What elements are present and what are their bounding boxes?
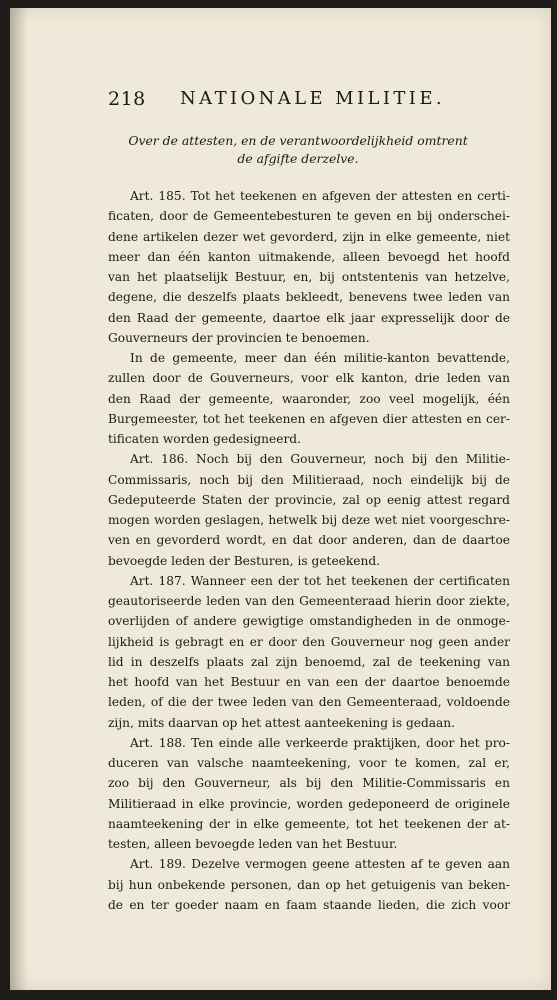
text-line: Commissaris, noch bij den Militieraad, noch eindelijk bij de <box>108 472 510 487</box>
text-line: leden, of die der twee leden van den Gemeenteraad, voldoende <box>108 695 510 710</box>
text-line: duceren van valsche naamteekening, voor te komen, zal er, <box>108 756 510 770</box>
text-line: den Raad der gemeente, daartoe elk jaar expresselijk door de <box>108 310 510 325</box>
text-line: Art. 188. Ten einde alle verkeerde praktijken, door het pro- <box>130 735 510 750</box>
page-number: 218 <box>108 88 146 110</box>
text-line: lid in deszelfs plaats zal zijn benoemd, zal de teekening van <box>108 654 510 669</box>
section-title-line: Over de attesten, en de verantwoordelijkheid omtrent <box>128 133 468 148</box>
section-title-line: de afgifte derzelve. <box>237 151 359 166</box>
text-line: dene artikelen dezer wet gevorderd, zijn in elke gemeente, niet <box>108 229 510 244</box>
text-line: van het plaatselijk Bestuur, en, bij ontstentenis van hetzelve, <box>108 270 510 284</box>
text-line: het hoofd van het Bestuur en van een der daartoe benoemde <box>108 675 510 689</box>
section-title <box>108 132 488 168</box>
text-line: de en ter goeder naam en faam staande lieden, die zich voor <box>108 897 510 912</box>
text-line: bevoegde leden der Besturen, is geteekend. <box>108 553 380 568</box>
text-line: mogen worden geslagen, hetwelk bij deze wet niet voorgeschre- <box>108 513 510 527</box>
text-line: Burgemeester, tot het teekenen en afgeven dier attesten en cer- <box>108 411 510 426</box>
text-line: lijkheid is gebragt en er door den Gouverneur nog geen ander <box>108 634 510 649</box>
text-line: Art. 186. Noch bij den Gouverneur, noch bij den Militie- <box>130 452 510 467</box>
page-header <box>108 88 445 114</box>
text-line: Art. 185. Tot het teekenen en afgeven der attesten en certi- <box>130 189 510 203</box>
text-line: zijn, mits daarvan op het attest aanteekening is gedaan. <box>108 715 456 730</box>
text-line: meer dan één kanton uitmakende, alleen bevoegd het hoofd <box>108 249 510 264</box>
text-line: geautoriseerde leden van den Gemeenteraad hierin door ziekte, <box>108 594 510 608</box>
body-text <box>108 186 510 915</box>
text-line: bij hun onbekende personen, dan op het getuigenis van beken- <box>108 877 510 892</box>
text-line: Militieraad in elke provincie, worden gedeponeerd de originele <box>108 796 510 811</box>
text-line: In de gemeente, meer dan één militie-kanton bevattende, <box>130 351 510 365</box>
text-line: den Raad der gemeente, waaronder, zoo veel mogelijk, één <box>108 391 510 406</box>
text-line: Art. 189. Dezelve vermogen geene attesten af te geven aan <box>130 857 510 872</box>
text-line: ven en gevorderd wordt, en dat door anderen, dan de daartoe <box>108 533 510 548</box>
text-line: Gouverneurs der provincien te benoemen. <box>108 330 370 345</box>
text-line: ficaten, door de Gemeentebesturen te geven en bij onderschei- <box>108 209 510 224</box>
text-line: zoo bij den Gouverneur, als bij den Militie-Commissaris en <box>108 776 510 791</box>
text-line: testen, alleen bevoegde leden van het Bestuur. <box>108 837 398 851</box>
text-line: Gedeputeerde Staten der provincie, zal op eenig attest regard <box>108 492 510 507</box>
text-line: zullen door de Gouverneurs, voor elk kanton, drie leden van <box>108 371 510 386</box>
running-title: NATIONALE MILITIE. <box>180 88 445 109</box>
text-line: Art. 187. Wanneer een der tot het teekenen der certificaten <box>130 573 510 588</box>
text-line: degene, die deszelfs plaats bekleedt, benevens twee leden van <box>108 290 510 305</box>
text-line: tificaten worden gedesigneerd. <box>108 432 301 446</box>
text-line: overlijden of andere gewigtige omstandigheden in de onmoge- <box>108 614 510 629</box>
gutter-shadow <box>10 8 28 990</box>
text-line: naamteekening der in elke gemeente, tot het teekenen der at- <box>108 816 510 831</box>
